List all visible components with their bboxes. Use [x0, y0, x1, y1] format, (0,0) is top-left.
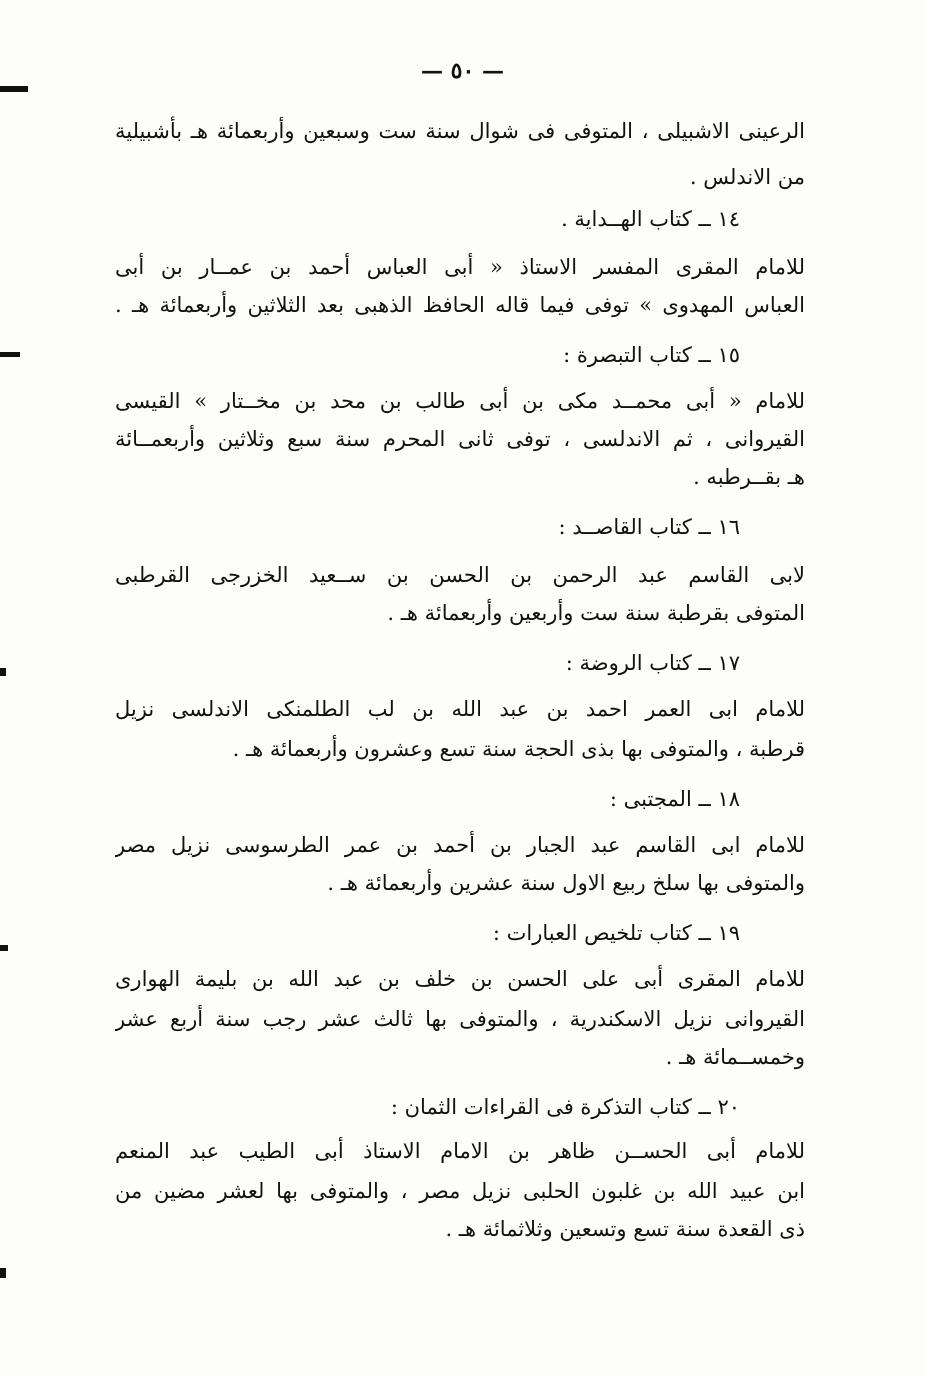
entry-heading: ١٧ ــ كتاب الروضة :	[565, 651, 740, 675]
text-line: للامام « أبى محمــد مكى بن أبى طالب بن محد بن مخــتار » القيسى	[115, 389, 805, 413]
text-line: الرعينى الاشبيلى ، المتوفى فى شوال سنة ست وسبعين وأربعمائة هـ بأشبيلية	[115, 119, 805, 143]
text-line: من الاندلس .	[689, 165, 805, 189]
text-line: ابن عبيد الله بن غلبون الحلبى نزيل مصر ، والمتوفى بها لعشر مضين من	[115, 1179, 805, 1203]
text-line: للامام المقرى أبى على الحسن بن خلف بن عبد الله بن بليمة الهوارى	[115, 967, 805, 991]
entry-heading: ١٦ ــ كتاب القاصــد :	[558, 515, 740, 539]
margin-scan-mark	[0, 86, 28, 92]
text-line: ذى القعدة سنة تسع وتسعين وثلاثمائة هـ .	[445, 1217, 805, 1241]
text-line: المتوفى بقرطبة سنة ست وأربعين وأربعمائة هـ .	[387, 601, 805, 625]
text-line: للامام المقرى المفسر الاستاذ « أبى العباس أحمد بن عمــار بن أبى	[115, 255, 805, 279]
entry-heading: ١٤ ــ كتاب الهــداية .	[561, 207, 740, 231]
entry-heading: ١٩ ــ كتاب تلخيص العبارات :	[492, 921, 740, 945]
text-line: القيروانى نزيل الاسكندرية ، والمتوفى بها ثالث عشر رجب سنة أربع عشر	[115, 1007, 805, 1031]
text-line: لابى القاسم عبد الرحمن بن الحسن بن ســعيد الخزرجى القرطبى	[115, 563, 805, 587]
text-line: قرطبة ، والمتوفى بها بذى الحجة سنة تسع وعشرون وأربعمائة هـ .	[232, 737, 805, 761]
text-line: للامام ابى القاسم عبد الجبار بن أحمد بن عمر الطرسوسى نزيل مصر	[115, 833, 805, 857]
page-number: — ٥٠ —	[421, 58, 504, 84]
entry-heading: ١٥ ــ كتاب التبصرة :	[563, 343, 740, 367]
margin-scan-mark	[0, 945, 8, 951]
text-line: للامام ابى العمر احمد بن عبد الله بن لب الطلمنكى الاندلسى نزيل	[115, 697, 805, 721]
margin-scan-mark	[0, 352, 20, 357]
text-line: للامام أبى الحســن ظاهر بن الامام الاستاذ أبى الطيب عبد المنعم	[115, 1139, 805, 1163]
text-line: وخمســمائة هـ .	[665, 1045, 805, 1069]
margin-scan-mark	[0, 1268, 6, 1278]
text-line: العباس المهدوى » توفى فيما قاله الحافظ الذهبى بعد الثلاثين وأربعمائة هـ .	[115, 293, 805, 317]
margin-scan-mark	[0, 668, 6, 676]
text-line: والمتوفى بها سلخ ربيع الاول سنة عشرين وأربعمائة هـ .	[327, 871, 805, 895]
text-line: القيروانى ، ثم الاندلسى ، توفى ثانى المحرم سنة سبع وثلاثين وأربعمــائة	[115, 427, 805, 451]
entry-heading: ١٨ ــ المجتبى :	[609, 787, 740, 811]
entry-heading: ٢٠ ــ كتاب التذكرة فى القراءات الثمان :	[390, 1095, 740, 1119]
text-line: هـ بقــرطبه .	[693, 465, 805, 489]
